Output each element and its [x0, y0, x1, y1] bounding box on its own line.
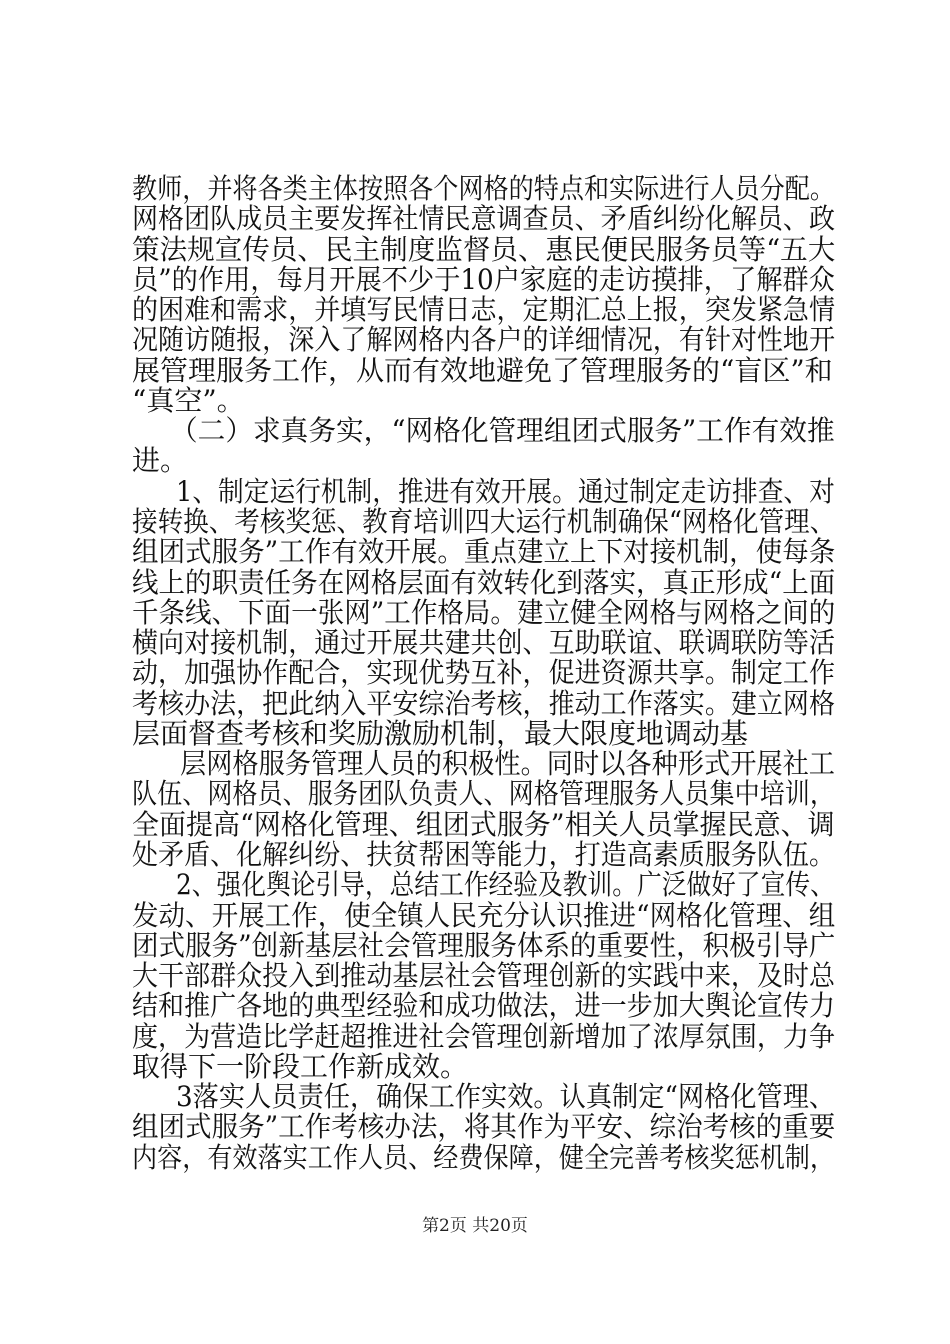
paragraph-start: 2、强化舆论引导，总结工作经验及教训。广泛做好了宣传、 [176, 868, 835, 901]
text-line: 线上的职责任务在网格层面有效转化到落实，真正形成“上面 [132, 566, 836, 599]
text-line: 员”的作用，每月开展不少于10户家庭的走访摸排，了解群众 [132, 263, 835, 296]
section-heading-continued: 进。 [132, 444, 189, 477]
section-heading: （二）求真务实，“网格化管理组团式服务”工作有效推 [170, 414, 835, 447]
text-line: 团式服务”创新基层社会管理服务体系的重要性，积极引导广 [132, 929, 836, 962]
text-line: 横向对接机制，通过开展共建共创、互助联谊、联调联防等活 [132, 626, 836, 659]
text-line: 教师，并将各类主体按照各个网格的特点和实际进行人员分配。 [132, 172, 836, 205]
text-line: 策法规宣传员、民主制度监督员、惠民便民服务员等“五大 [132, 233, 836, 266]
text-line: 度，为营造比学赶超推进社会管理创新增加了浓厚氛围，力争 [132, 1020, 836, 1053]
paragraph-start: 3落实人员责任，确保工作实效。认真制定“网格化管理、 [176, 1080, 836, 1113]
text-line: 的困难和需求，并填写民情日志，定期汇总上报，突发紧急情 [132, 293, 836, 326]
text-line: 层面督查考核和奖励激励机制，最大限度地调动基 [132, 717, 749, 750]
text-line: 组团式服务”工作有效开展。重点建立上下对接机制，使每条 [132, 535, 836, 568]
text-line: 内容，有效落实工作人员、经费保障，健全完善考核奖惩机制， [132, 1141, 836, 1174]
text-line: 组团式服务”工作考核办法，将其作为平安、综治考核的重要 [132, 1110, 836, 1143]
text-line: 取得下一阶段工作新成效。 [132, 1050, 469, 1083]
text-line: 队伍、网格员、服务团队负责人、网格管理服务人员集中培训， [132, 777, 836, 810]
text-line: 展管理服务工作，从而有效地避免了管理服务的“盲区”和 [132, 354, 833, 387]
paragraph-start: 1、制定运行机制，推进有效开展。通过制定走访排查、对 [176, 475, 835, 508]
text-line: 处矛盾、化解纠纷、扶贫帮困等能力，打造高素质服务队伍。 [132, 838, 836, 871]
text-line: 千条线、下面一张网”工作格局。建立健全网格与网格之间的 [132, 596, 836, 629]
text-line: 况随访随报，深入了解网格内各户的详细情况，有针对性地开 [132, 323, 836, 356]
text-line: 考核办法，把此纳入平安综治考核，推动工作落实。建立网格 [132, 687, 836, 720]
text-line: 动，加强协作配合，实现优势互补，促进资源共享。制定工作 [132, 656, 836, 689]
page-number-footer: 第2页 共20页 [422, 1216, 528, 1236]
text-line: “真空”。 [132, 384, 245, 417]
text-line: 网格团队成员主要发挥社情民意调查员、矛盾纠纷化解员、政 [132, 202, 836, 235]
text-line: 大干部群众投入到推动基层社会管理创新的实践中来，及时总 [132, 959, 836, 992]
text-line: 接转换、考核奖惩、教育培训四大运行机制确保“网格化管理、 [132, 505, 836, 538]
text-line: 发动、开展工作，使全镇人民充分认识推进“网格化管理、组 [132, 899, 836, 932]
text-line: 结和推广各地的典型经验和成功做法，进一步加大舆论宣传力 [132, 989, 836, 1022]
text-line: 全面提高“网格化管理、组团式服务”相关人员掌握民意、调 [132, 808, 835, 841]
paragraph-start: 层网格服务管理人员的积极性。同时以各种形式开展社工 [180, 747, 836, 780]
